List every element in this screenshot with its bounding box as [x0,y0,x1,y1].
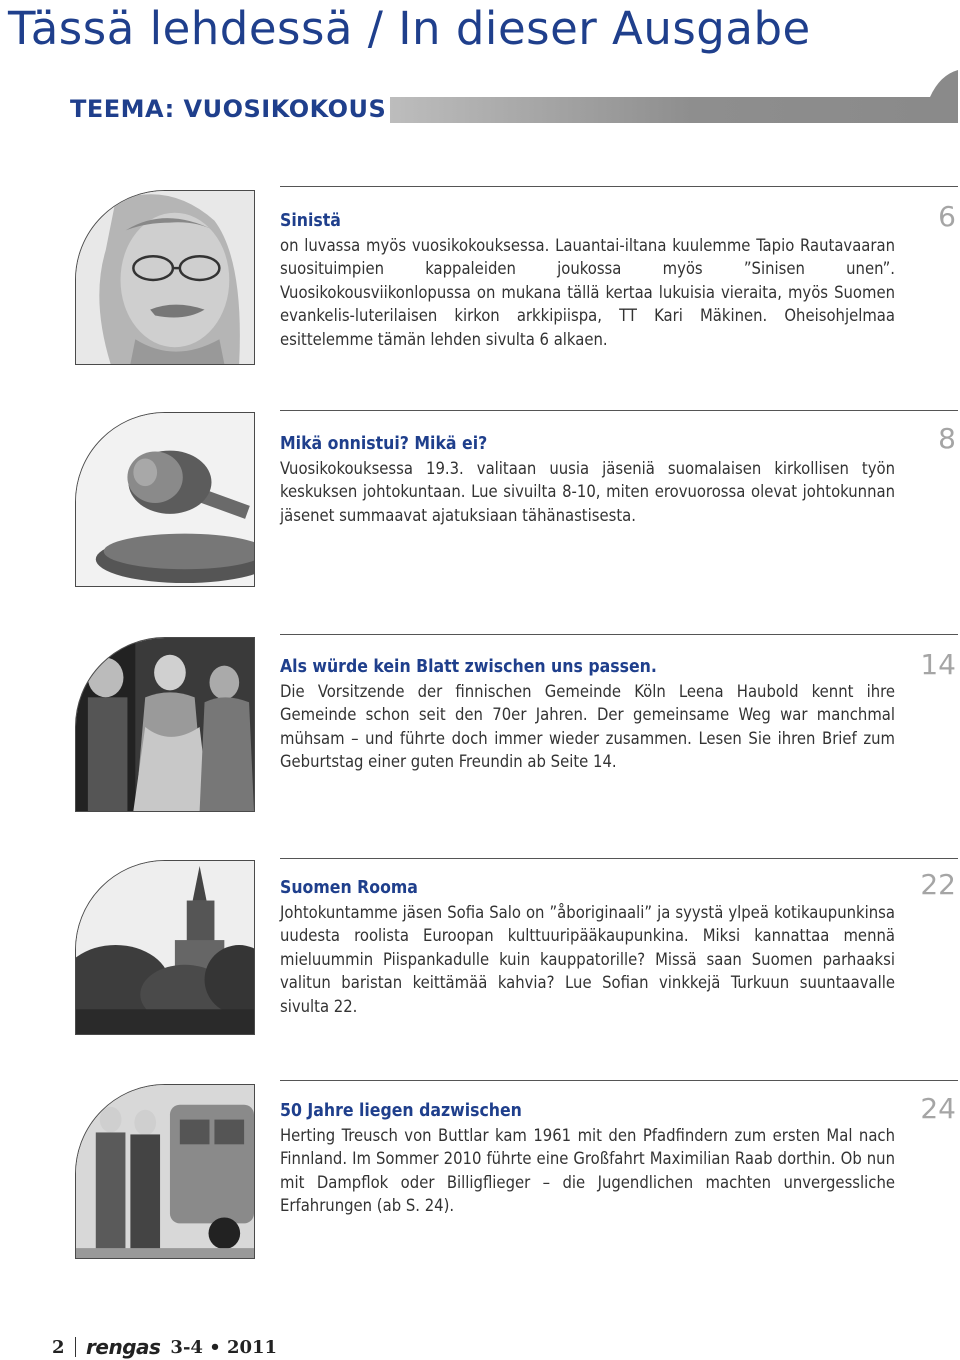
article-headline[interactable]: Sinistä [280,211,341,231]
theme-bar [390,97,940,123]
article-page-number[interactable]: 8 [938,422,956,455]
cathedral-photo [75,860,255,1035]
footer-page-number: 2 [52,1336,65,1358]
article-page-number[interactable]: 6 [938,200,956,233]
article-page-number[interactable]: 14 [920,648,956,681]
footer [52,1334,277,1360]
article-headline[interactable]: 50 Jahre liegen dazwischen [280,1101,522,1121]
article-headline[interactable]: Mikä onnistui? Mikä ei? [280,434,488,454]
section-divider [280,858,958,859]
article-page-number[interactable]: 22 [920,868,956,901]
portrait-photo [75,190,255,365]
article-body: Die Vorsitzende der finnischen Gemeinde Köln Leena Haubold kennt ihre Gemeinde schon seit den 70er Jahren. Der gemeinsame Weg war manchmal mühsam – und führte doch immer wieder zusammen. Lesen Sie ihren Brief zum Geburtstag einer guten Freundin ab Seite 14. [280,681,895,771]
scouts-photo [75,1084,255,1259]
footer-issue: 3-4 • 2011 [170,1336,278,1358]
article-body: on luvassa myös vuosikokouksessa. Lauantai-iltana kuulemme Tapio Rautavaaran suosituimpien kappaleiden joukossa myös ”Sinisen unen”. Vuosikokousviikonlopussa on mukana tällä kertaa lukuisia vieraita, myös Suomen evankelis-luterilaisen kirkon arkkipiispa, TT Kari Mäkinen. Oheisohjelmaa esittelemme tämän lehden sivulta 6 alkaen. [280,235,895,349]
section-divider [280,1080,958,1081]
article-als-wurde [280,656,895,774]
article-body: Vuosikokouksessa 19.3. valitaan uusia jäseniä suomalaisen kirkollisen työn keskuksen johtokuntaan. Lue sivuilta 8-10, miten erovuorossa olevat johtokunnan jäsenet summaavat ajatuksiaan tähänastisesta. [280,458,895,525]
section-divider [280,186,958,187]
article-body: Herting Treusch von Buttlar kam 1961 mit den Pfadfindern zum ersten Mal nach Finnland. Im Sommer 2010 führte eine Großfahrt Maximilian Raab dorthin. Ob nun mit Dampflok oder Billigflieger – die Jugendlichen machten unvergessliche Erfahrungen (ab S. 24). [280,1125,895,1215]
dancers-photo [75,637,255,812]
section-divider [280,634,958,635]
article-50-jahre [280,1100,895,1218]
page-title: Tässä lehdessä / In dieser Ausgabe [8,2,811,55]
footer-separator [75,1337,77,1357]
theme-bar-corner [930,70,958,123]
article-headline[interactable]: Als würde kein Blatt zwischen uns passen. [280,657,657,677]
article-mika-onnistui [280,433,895,527]
article-page-number[interactable]: 24 [920,1092,956,1125]
article-headline[interactable]: Suomen Rooma [280,878,418,898]
theme-label: TEEMA: VUOSIKOKOUS [70,95,387,123]
gavel-photo [75,412,255,587]
article-suomen-rooma [280,877,895,1018]
article-body: Johtokuntamme jäsen Sofia Salo on ”åboriginaali” ja syystä ylpeä kotikaupunkinsa uudesta roolista Euroopan kulttuuripääkaupunkina. Miksi kannattaa mennä mieluummin Piispankadulle kuin kauppatorille? Missä saan Suomen parhaaksi valitun baristan keittämää kahvia? Lue Sofian vinkkejä Turkuun suuntaavalle sivulta 22. [280,902,895,1016]
article-sinista [280,210,895,351]
rengas-logo: rengas [86,1335,161,1359]
section-divider [280,410,958,411]
